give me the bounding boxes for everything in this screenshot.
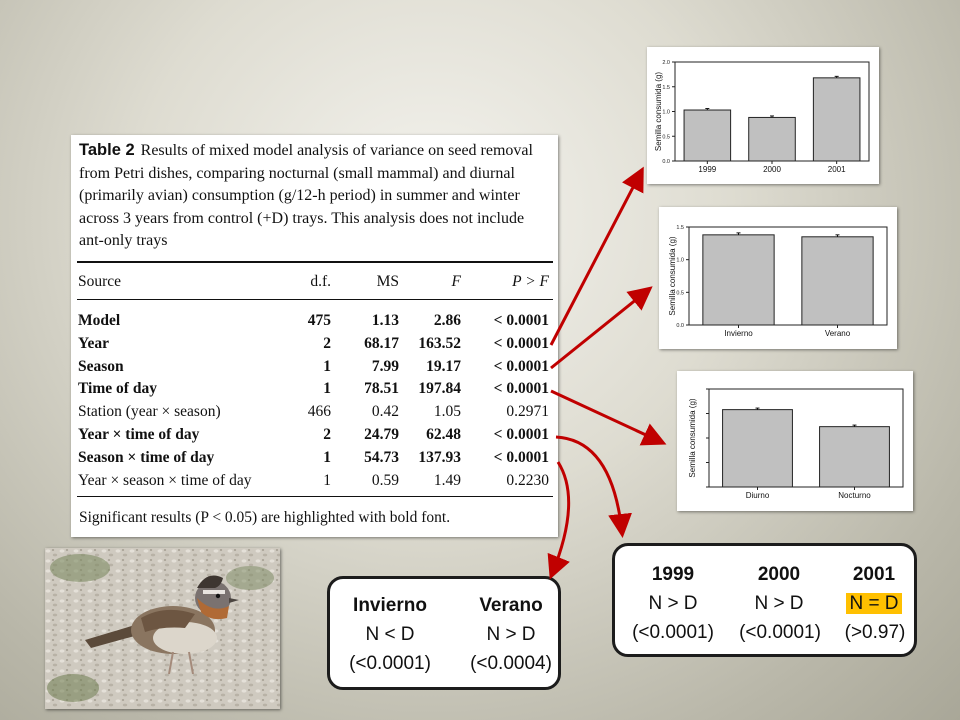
table-cell-p: < 0.0001 (493, 357, 549, 375)
x-tick-label: 2000 (763, 165, 781, 174)
year-relation-2001-highlight: N = D (846, 593, 901, 614)
arrow-year-to-year-chart (551, 172, 641, 345)
header-p: P > F (512, 273, 549, 290)
table-cell-df: 1 (323, 471, 331, 489)
year-relation-1999: N > D (648, 593, 698, 614)
table-cell-f: 2.86 (433, 312, 461, 329)
table-cell-source: Model (78, 312, 121, 329)
y-axis-label: Semilla consumida (g) (654, 71, 663, 152)
y-tick-label: 1.5 (676, 225, 684, 231)
year-header-1999: 1999 (651, 564, 695, 585)
table-cell-ms: 0.59 (371, 471, 399, 489)
table-cell-ms: 7.99 (371, 357, 399, 375)
y-tick-label: 0.5 (676, 290, 684, 297)
table-cell-source: Year × time of day (78, 426, 200, 443)
year-header-2000: 2000 (757, 564, 801, 585)
y-tick-label: 1.5 (662, 84, 670, 91)
table-cell-ms: 24.79 (364, 426, 399, 443)
table-cell-source: Year × season × time of day (78, 471, 252, 489)
table-cell-f: 19.17 (426, 357, 461, 375)
header-source: Source (78, 273, 122, 290)
arrow-season-time-to-season-box (552, 462, 569, 574)
table-cell-df: 2 (323, 334, 331, 352)
x-tick-label: 2001 (827, 165, 846, 174)
year-pvalue-2001: (>0.97) (844, 622, 906, 643)
table-cell-ms: 68.17 (364, 334, 399, 352)
year-pvalue-1999: (<0.0001) (632, 622, 714, 643)
table-cell-p: 0.2230 (506, 471, 549, 489)
table-footnote: Significant results (P < 0.05) are highlighted with bold font. (79, 509, 451, 526)
table-cell-p: < 0.0001 (493, 426, 549, 443)
season-pvalue-verano: (<0.0004) (470, 653, 552, 674)
table-cell-f: 62.48 (426, 426, 461, 443)
arrow-season-to-season-chart (551, 290, 648, 368)
year-relation-2000: N > D (754, 593, 804, 614)
arrow-time-to-time-chart (551, 391, 661, 442)
table-cell-source: Season (78, 357, 124, 375)
table-cell-p: < 0.0001 (493, 380, 549, 398)
table-cell-p: < 0.0001 (493, 334, 549, 352)
table-cell-df: 2 (323, 426, 331, 443)
year-pvalue-2000: (<0.0001) (739, 622, 821, 643)
table-cell-df: 475 (307, 312, 331, 329)
y-tick-label: 0.0 (662, 159, 670, 165)
table-cell-ms: 78.51 (364, 380, 399, 398)
y-tick-label: 2.0 (662, 60, 670, 66)
header-df: d.f. (310, 273, 331, 290)
y-tick-label: 0.5 (662, 134, 670, 141)
table-cell-source: Season × time of day (78, 448, 215, 466)
season-header-invierno: Invierno (353, 595, 427, 616)
header-f: F (451, 273, 461, 290)
table-cell-f: 1.05 (433, 403, 461, 421)
x-tick-label: Diurno (745, 491, 770, 500)
table-cell-f: 163.52 (418, 334, 461, 352)
x-tick-label: Verano (824, 329, 851, 338)
table-cell-f: 197.84 (418, 380, 461, 398)
table-cell-source: Year (78, 334, 109, 352)
table-cell-source: Time of day (78, 380, 157, 398)
table-cell-ms: 1.13 (371, 312, 399, 329)
season-header-verano: Verano (479, 595, 543, 616)
table-caption-text: Results of mixed model analysis of variance on seed removal from Petri dishes, comparing nocturnal (small mammal) and diurnal (primarily avian) consumption (g/12-h period) in summer and winter across 3 years from control (+D) trays. This analysis does not include ant-only trays (79, 142, 533, 249)
season-relation-verano: N > D (486, 624, 536, 645)
season-relation-invierno: N < D (365, 624, 415, 645)
table-cell-p: < 0.0001 (493, 448, 549, 466)
table-label: Table 2 (79, 141, 135, 159)
table-cell-df: 1 (323, 357, 331, 375)
table-cell-f: 137.93 (418, 448, 461, 466)
x-tick-label: Nocturno (838, 491, 871, 500)
table-cell-df: 1 (323, 448, 331, 466)
y-tick-label: 0.0 (676, 323, 684, 329)
x-tick-label: Invierno (724, 329, 753, 338)
table-cell-p: < 0.0001 (493, 312, 549, 329)
header-ms: MS (376, 273, 399, 290)
table-cell-source: Station (year × season) (78, 403, 221, 421)
x-tick-label: 1999 (698, 165, 717, 174)
table-cell-ms: 0.42 (371, 403, 399, 421)
year-header-2001: 2001 (852, 564, 896, 585)
table-cell-df: 1 (323, 380, 331, 398)
season-pvalue-invierno: (<0.0001) (349, 653, 431, 674)
y-tick-label: 1.0 (676, 257, 684, 264)
y-axis-label: Semilla consumida (g) (668, 236, 677, 316)
y-tick-label: 1.0 (662, 109, 670, 116)
table-cell-df: 466 (307, 403, 331, 421)
table-cell-ms: 54.73 (364, 448, 399, 466)
table-cell-p: 0.2971 (506, 403, 549, 421)
table-cell-f: 1.49 (433, 471, 461, 489)
y-axis-label: Semilla consumida (g) (688, 398, 697, 478)
